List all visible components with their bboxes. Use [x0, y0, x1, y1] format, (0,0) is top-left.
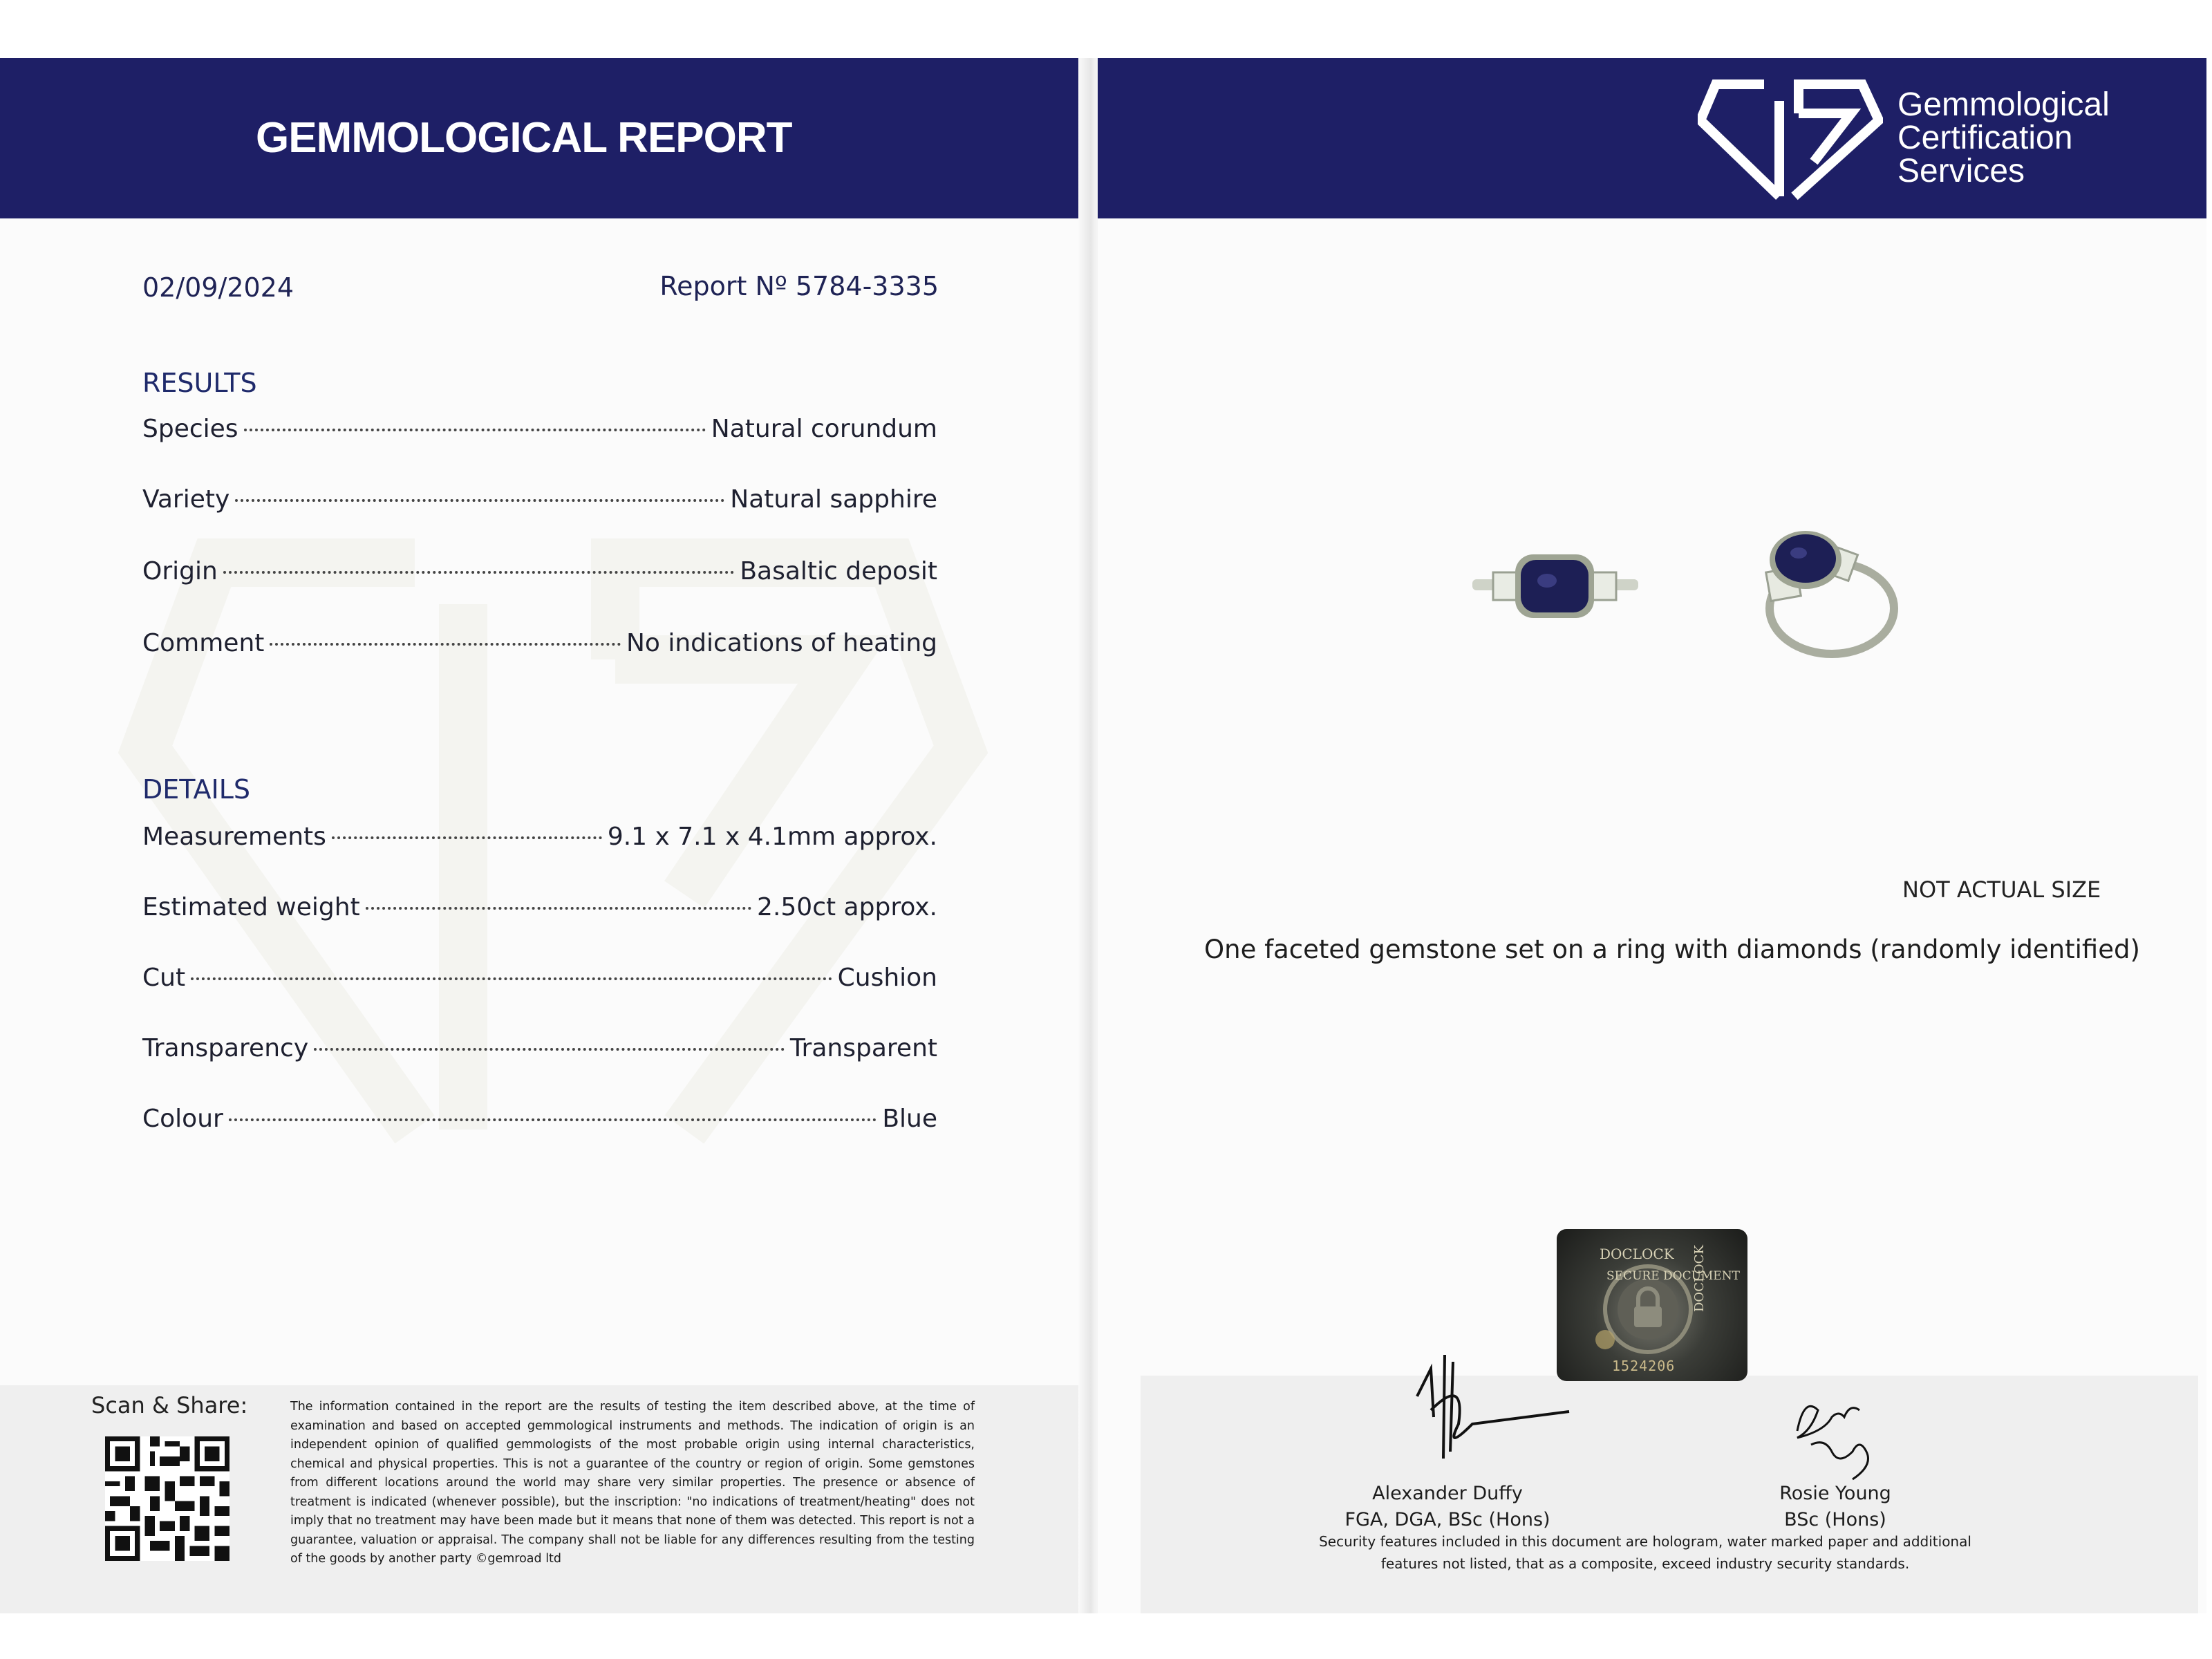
field-value: Blue	[882, 1105, 937, 1133]
security-hologram	[1557, 1229, 1747, 1381]
field-value: 2.50ct approx.	[757, 893, 937, 921]
dot-leader	[235, 499, 724, 502]
dot-leader	[229, 1118, 877, 1121]
report-left-page	[0, 58, 1085, 1613]
disclaimer-text: The information contained in the report are the results of testing the item described above, at the time of examination and based on accepted gemmological instruments and methods. The indication of origin is an independent opinion of qualified gemmologists of the most probable origin using internal characteristics, chemical and physical properties. This is not a guarantee of the country or region of origin. Some gemstones from different locations around the world may share very similar properties. The presence or absence of treatment is indicated (whenever possible), but the inscription: "no indications of treatment/heating" does not imply that no treatment may have been made but it means that none of them was detected. This report is not a guarantee, valuation or appraisal. The company shall not be liable for any differences resulting from the testing of the goods by another party ©gemroad ltd	[290, 1400, 975, 1566]
signer-credentials: FGA, DGA, BSc (Hons)	[1344, 1509, 1550, 1530]
signature-alexander-duffy	[1389, 1348, 1576, 1472]
result-row-variety	[142, 485, 937, 514]
result-row-origin	[142, 557, 937, 585]
signer-1	[1337, 1481, 1558, 1533]
field-label: Comment	[142, 629, 265, 657]
header-band	[0, 58, 1085, 218]
scan-share-label: Scan & Share:	[91, 1392, 248, 1418]
not-actual-size-label: NOT ACTUAL SIZE	[1902, 877, 2101, 903]
detail-row-colour	[142, 1105, 937, 1133]
report-date: 02/09/2024	[142, 272, 294, 303]
hologram-brand-top: DOCLOCK	[1600, 1246, 1674, 1262]
field-value: Natural corundum	[711, 415, 937, 443]
brand-name	[1897, 88, 2110, 188]
field-label: Transparency	[142, 1034, 309, 1062]
footer-strip-right	[1141, 1376, 2198, 1613]
detail-row-measurements	[142, 823, 937, 851]
dot-leader	[223, 571, 735, 574]
ring-photo-front	[1459, 532, 1652, 684]
signature-rosie-young	[1783, 1389, 1894, 1486]
security-line: Security features included in this document are hologram, water marked paper and additional	[1319, 1533, 1971, 1550]
hologram-arc-text: SECURE DOCUMENT	[1606, 1269, 1740, 1283]
report-number: Report Nº 5784-3335	[659, 271, 939, 301]
results-heading: RESULTS	[142, 368, 257, 398]
result-row-comment	[142, 629, 937, 657]
hologram-brand-side: DOCLOCK	[1692, 1245, 1707, 1312]
qr-code-icon[interactable]	[105, 1436, 229, 1561]
detail-row-transparency	[142, 1034, 937, 1062]
field-value: Transparent	[789, 1034, 937, 1062]
security-line: features not listed, that as a composite, exceed industry security standards.	[1380, 1555, 1910, 1572]
field-label: Cut	[142, 964, 186, 992]
field-label: Estimated weight	[142, 893, 360, 921]
dot-leader	[332, 836, 602, 839]
brand-line: Gemmological	[1897, 86, 2110, 123]
field-value: Basaltic deposit	[740, 557, 937, 585]
field-label: Origin	[142, 557, 218, 585]
result-row-species	[142, 415, 937, 443]
dot-leader	[244, 429, 706, 431]
signer-name: Rosie Young	[1779, 1483, 1891, 1504]
dot-leader	[191, 977, 832, 980]
gcs-logo-icon	[1698, 77, 1883, 202]
field-label: Species	[142, 415, 238, 443]
signer-name: Alexander Duffy	[1372, 1483, 1523, 1504]
field-label: Colour	[142, 1105, 223, 1133]
brand-line: Certification	[1897, 120, 2073, 156]
field-label: Variety	[142, 485, 230, 514]
detail-row-weight	[142, 893, 937, 921]
field-value: Natural sapphire	[730, 485, 937, 514]
dot-leader	[314, 1048, 785, 1051]
field-value: Cushion	[837, 964, 937, 992]
item-description: One faceted gemstone set on a ring with diamonds (randomly identified)	[1204, 935, 2140, 964]
field-label: Measurements	[142, 823, 326, 851]
ring-photo-angled	[1742, 525, 1936, 677]
field-value: 9.1 x 7.1 x 4.1mm approx.	[607, 823, 937, 851]
details-heading: DETAILS	[142, 774, 251, 805]
dot-leader	[366, 907, 751, 910]
brand-line: Services	[1897, 153, 2025, 189]
security-note	[1300, 1530, 1991, 1575]
hologram-serial: 1524206	[1612, 1358, 1676, 1374]
detail-row-cut	[142, 964, 937, 992]
signer-credentials: BSc (Hons)	[1784, 1509, 1886, 1530]
gcs-watermark-icon	[118, 521, 988, 1185]
report-title: GEMMOLOGICAL REPORT	[256, 114, 792, 162]
dot-leader	[270, 643, 621, 646]
signer-2	[1728, 1481, 1942, 1533]
field-value: No indications of heating	[626, 629, 937, 657]
